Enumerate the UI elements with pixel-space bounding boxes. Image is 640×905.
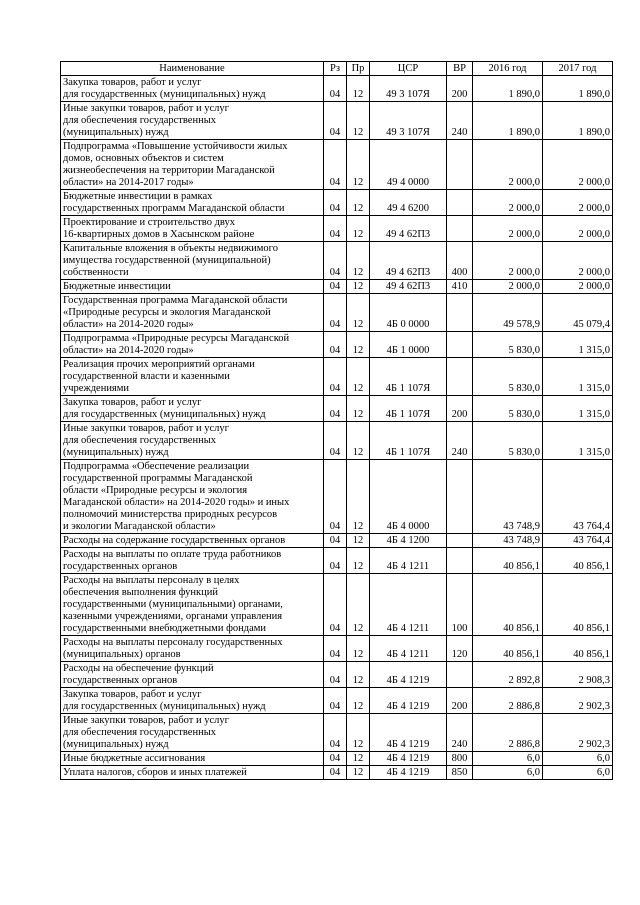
row-rz: 04	[324, 662, 347, 688]
row-rz: 04	[324, 294, 347, 332]
table-row	[61, 140, 613, 190]
row-2017: 45 079,4	[543, 294, 613, 332]
row-pr: 12	[347, 216, 370, 242]
row-name-line: собственности	[63, 267, 129, 278]
row-2016: 40 856,1	[473, 548, 543, 574]
row-name	[61, 294, 324, 332]
row-2017: 43 764,4	[543, 460, 613, 534]
row-2016: 43 748,9	[473, 534, 543, 548]
table-row	[61, 358, 613, 396]
row-rz: 04	[324, 76, 347, 102]
row-2016: 2 000,0	[473, 242, 543, 280]
row-name-line: 16-квартирных домов в Хасынском районе	[63, 229, 255, 240]
row-2016: 5 830,0	[473, 396, 543, 422]
table-row	[61, 574, 613, 636]
row-2017: 2 902,3	[543, 714, 613, 752]
row-pr: 12	[347, 574, 370, 636]
row-rz: 04	[324, 688, 347, 714]
row-name-line: Подпрограмма «Повышение устойчивости жилых	[63, 141, 288, 152]
row-name-line: Подпрограмма «Обеспечение реализации	[63, 461, 250, 472]
row-vr	[447, 662, 473, 688]
row-pr: 12	[347, 636, 370, 662]
row-rz: 04	[324, 280, 347, 294]
row-name-line: (муниципальных) нужд	[63, 127, 169, 138]
row-csr: 4Б 4 1219	[370, 766, 447, 780]
row-2016: 1 890,0	[473, 76, 543, 102]
row-2017: 1 315,0	[543, 422, 613, 460]
row-2016: 2 000,0	[473, 190, 543, 216]
table-row	[61, 534, 613, 548]
row-name-line: полномочий министерства природных ресурсов	[63, 509, 278, 520]
row-pr: 12	[347, 766, 370, 780]
row-vr: 400	[447, 242, 473, 280]
row-name-line: Расходы на содержание государственных органов	[63, 535, 286, 546]
row-name-line: государственными (муниципальными) органами,	[63, 599, 283, 610]
row-pr: 12	[347, 534, 370, 548]
row-vr	[447, 216, 473, 242]
row-name-line: и экологии Магаданской области»	[63, 521, 216, 532]
row-rz: 04	[324, 216, 347, 242]
table-row	[61, 688, 613, 714]
row-2017: 1 315,0	[543, 396, 613, 422]
row-rz: 04	[324, 422, 347, 460]
row-name-line: области» на 2014-2020 годы»	[63, 345, 194, 356]
table-row	[61, 294, 613, 332]
row-csr: 4Б 1 107Я	[370, 358, 447, 396]
row-vr: 800	[447, 752, 473, 766]
row-name	[61, 242, 324, 280]
row-name-line: государственной власти и казенными	[63, 371, 230, 382]
row-name-line: обеспечения выполнения функций	[63, 587, 219, 598]
row-2016: 2 000,0	[473, 216, 543, 242]
row-name-line: Иные закупки товаров, работ и услуг	[63, 103, 229, 114]
row-csr: 4Б 4 0000	[370, 460, 447, 534]
row-2017: 40 856,1	[543, 574, 613, 636]
row-pr: 12	[347, 242, 370, 280]
row-name-line: для обеспечения государственных	[63, 435, 216, 446]
row-name-line: государственных органов	[63, 675, 178, 686]
row-name-line: государственных органов	[63, 561, 178, 572]
row-2017: 2 000,0	[543, 190, 613, 216]
row-pr: 12	[347, 422, 370, 460]
row-name-line: Проектирование и строительство двух	[63, 217, 236, 228]
row-csr: 49 4 62П3	[370, 280, 447, 294]
row-name	[61, 216, 324, 242]
row-name	[61, 460, 324, 534]
row-csr: 4Б 1 107Я	[370, 422, 447, 460]
row-vr	[447, 140, 473, 190]
row-pr: 12	[347, 294, 370, 332]
row-pr: 12	[347, 76, 370, 102]
row-vr	[447, 548, 473, 574]
row-2016: 6,0	[473, 752, 543, 766]
row-2016: 6,0	[473, 766, 543, 780]
row-vr: 850	[447, 766, 473, 780]
row-rz: 04	[324, 714, 347, 752]
row-name-line: для государственных (муниципальных) нужд	[63, 701, 266, 712]
row-rz: 04	[324, 140, 347, 190]
row-name-line: домов, основных объектов и систем	[63, 153, 224, 164]
row-name	[61, 662, 324, 688]
row-vr: 240	[447, 714, 473, 752]
row-2016: 2 886,8	[473, 714, 543, 752]
row-name-line: Уплата налогов, сборов и иных платежей	[63, 767, 247, 778]
row-name	[61, 422, 324, 460]
row-vr	[447, 534, 473, 548]
row-csr: 4Б 1 0000	[370, 332, 447, 358]
row-name-line: области «Природные ресурсы и экология	[63, 485, 248, 496]
row-name-line: Иные закупки товаров, работ и услуг	[63, 715, 229, 726]
row-2017: 2 000,0	[543, 216, 613, 242]
row-rz: 04	[324, 636, 347, 662]
row-pr: 12	[347, 548, 370, 574]
row-name-line: Государственная программа Магаданской области	[63, 295, 288, 306]
row-vr	[447, 294, 473, 332]
row-2017: 43 764,4	[543, 534, 613, 548]
row-pr: 12	[347, 752, 370, 766]
row-name-line: (муниципальных) органов	[63, 649, 181, 660]
row-name-line: для государственных (муниципальных) нужд	[63, 89, 266, 100]
row-csr: 4Б 4 1219	[370, 688, 447, 714]
header-name: Наименование	[61, 62, 324, 76]
row-pr: 12	[347, 190, 370, 216]
row-name-line: Закупка товаров, работ и услуг	[63, 397, 202, 408]
table-row	[61, 636, 613, 662]
row-pr: 12	[347, 102, 370, 140]
row-csr: 4Б 1 107Я	[370, 396, 447, 422]
row-2016: 5 830,0	[473, 358, 543, 396]
row-name	[61, 574, 324, 636]
row-name-line: учреждениями	[63, 383, 130, 394]
row-pr: 12	[347, 688, 370, 714]
row-2016: 2 886,8	[473, 688, 543, 714]
row-csr: 4Б 4 1219	[370, 714, 447, 752]
row-name	[61, 76, 324, 102]
row-name	[61, 688, 324, 714]
row-name-line: Магаданской области» на 2014-2020 годы» и иных	[63, 497, 290, 508]
row-name-line: Расходы на выплаты персоналу государственных	[63, 637, 283, 648]
table-row	[61, 242, 613, 280]
row-rz: 04	[324, 752, 347, 766]
row-name-line: государственной программы Магаданской	[63, 473, 253, 484]
row-2017: 2 000,0	[543, 280, 613, 294]
row-vr	[447, 358, 473, 396]
row-name-line: государственных программ Магаданской области	[63, 203, 285, 214]
table-row	[61, 662, 613, 688]
row-vr	[447, 460, 473, 534]
row-name-line: для государственных (муниципальных) нужд	[63, 409, 266, 420]
row-2017: 6,0	[543, 752, 613, 766]
row-2017: 40 856,1	[543, 636, 613, 662]
table-row	[61, 216, 613, 242]
row-csr: 49 4 0000	[370, 140, 447, 190]
row-name-line: (муниципальных) нужд	[63, 447, 169, 458]
row-name-line: области» на 2014-2020 годы»	[63, 319, 194, 330]
row-rz: 04	[324, 190, 347, 216]
table-row	[61, 460, 613, 534]
row-2017: 6,0	[543, 766, 613, 780]
row-2017: 1 315,0	[543, 358, 613, 396]
row-name-line: Бюджетные инвестиции в рамках	[63, 191, 213, 202]
row-csr: 4Б 4 1211	[370, 636, 447, 662]
row-rz: 04	[324, 548, 347, 574]
row-pr: 12	[347, 662, 370, 688]
row-vr: 240	[447, 422, 473, 460]
row-name	[61, 766, 324, 780]
row-name-line: государственными внебюджетными фондами	[63, 623, 267, 634]
row-name	[61, 636, 324, 662]
row-rz: 04	[324, 396, 347, 422]
table-header-row	[61, 62, 613, 76]
row-name	[61, 396, 324, 422]
row-2017: 2 908,3	[543, 662, 613, 688]
row-pr: 12	[347, 714, 370, 752]
row-rz: 04	[324, 574, 347, 636]
row-2016: 5 830,0	[473, 422, 543, 460]
row-name-line: Закупка товаров, работ и услуг	[63, 689, 202, 700]
row-name-line: жизнеобеспечения на территории Магаданской	[63, 165, 275, 176]
row-2016: 5 830,0	[473, 332, 543, 358]
row-2017: 40 856,1	[543, 548, 613, 574]
row-name-line: Иные бюджетные ассигнования	[63, 753, 206, 764]
table-row	[61, 190, 613, 216]
row-pr: 12	[347, 358, 370, 396]
row-2016: 2 000,0	[473, 280, 543, 294]
row-name	[61, 190, 324, 216]
row-2016: 1 890,0	[473, 102, 543, 140]
row-csr: 4Б 4 1200	[370, 534, 447, 548]
row-name	[61, 358, 324, 396]
row-2017: 2 000,0	[543, 242, 613, 280]
table-row	[61, 714, 613, 752]
row-name-line: Реализация прочих мероприятий органами	[63, 359, 255, 370]
row-csr: 49 3 107Я	[370, 76, 447, 102]
row-name-line: области» на 2014-2017 годы»	[63, 177, 194, 188]
row-rz: 04	[324, 242, 347, 280]
header-rz: Рз	[324, 62, 347, 76]
row-name	[61, 548, 324, 574]
row-vr: 120	[447, 636, 473, 662]
table-row	[61, 76, 613, 102]
table-row	[61, 548, 613, 574]
row-vr	[447, 332, 473, 358]
row-pr: 12	[347, 396, 370, 422]
row-name-line: имущества государственной (муниципальной)	[63, 255, 271, 266]
row-name	[61, 102, 324, 140]
row-csr: 49 4 62П3	[370, 216, 447, 242]
row-name	[61, 332, 324, 358]
header-2017: 2017 год	[543, 62, 613, 76]
row-rz: 04	[324, 102, 347, 140]
header-pr: Пр	[347, 62, 370, 76]
row-vr: 240	[447, 102, 473, 140]
row-csr: 4Б 4 1211	[370, 574, 447, 636]
row-pr: 12	[347, 332, 370, 358]
header-csr: ЦСР	[370, 62, 447, 76]
table-row	[61, 752, 613, 766]
row-name	[61, 534, 324, 548]
row-pr: 12	[347, 280, 370, 294]
row-vr: 200	[447, 688, 473, 714]
row-name-line: (муниципальных) нужд	[63, 739, 169, 750]
row-vr: 200	[447, 76, 473, 102]
row-vr: 410	[447, 280, 473, 294]
row-vr: 200	[447, 396, 473, 422]
row-csr: 4Б 4 1211	[370, 548, 447, 574]
table-row	[61, 396, 613, 422]
row-vr	[447, 190, 473, 216]
row-name	[61, 280, 324, 294]
row-name-line: Закупка товаров, работ и услуг	[63, 77, 202, 88]
row-rz: 04	[324, 358, 347, 396]
row-name-line: Расходы на обеспечение функций	[63, 663, 214, 674]
row-rz: 04	[324, 766, 347, 780]
row-2016: 40 856,1	[473, 574, 543, 636]
row-rz: 04	[324, 460, 347, 534]
row-2016: 2 892,8	[473, 662, 543, 688]
row-pr: 12	[347, 460, 370, 534]
header-vr: ВР	[447, 62, 473, 76]
row-csr: 4Б 4 1219	[370, 752, 447, 766]
row-csr: 4Б 4 1219	[370, 662, 447, 688]
row-csr: 49 4 6200	[370, 190, 447, 216]
row-csr: 49 4 62П3	[370, 242, 447, 280]
row-name-line: Капитальные вложения в объекты недвижимого	[63, 243, 278, 254]
row-csr: 4Б 0 0000	[370, 294, 447, 332]
table-row	[61, 102, 613, 140]
row-rz: 04	[324, 534, 347, 548]
row-name	[61, 714, 324, 752]
table-row	[61, 766, 613, 780]
budget-table	[60, 61, 613, 780]
row-name	[61, 140, 324, 190]
table-row	[61, 332, 613, 358]
row-name-line: для обеспечения государственных	[63, 115, 216, 126]
row-rz: 04	[324, 332, 347, 358]
row-name-line: для обеспечения государственных	[63, 727, 216, 738]
row-name-line: Иные закупки товаров, работ и услуг	[63, 423, 229, 434]
row-name-line: казенными учреждениями, органами управления	[63, 611, 283, 622]
row-pr: 12	[347, 140, 370, 190]
row-name-line: Расходы на выплаты персоналу в целях	[63, 575, 240, 586]
row-2016: 40 856,1	[473, 636, 543, 662]
row-2016: 49 578,9	[473, 294, 543, 332]
row-name-line: Бюджетные инвестиции	[63, 281, 171, 292]
row-csr: 49 3 107Я	[370, 102, 447, 140]
row-vr: 100	[447, 574, 473, 636]
row-2017: 1 890,0	[543, 76, 613, 102]
row-name-line: Подпрограмма «Природные ресурсы Магаданской	[63, 333, 290, 344]
row-2016: 2 000,0	[473, 140, 543, 190]
row-name-line: Расходы на выплаты по оплате труда работников	[63, 549, 282, 560]
table-row	[61, 422, 613, 460]
row-2017: 1 315,0	[543, 332, 613, 358]
row-2017: 2 000,0	[543, 140, 613, 190]
table-row	[61, 280, 613, 294]
row-2016: 43 748,9	[473, 460, 543, 534]
row-name	[61, 752, 324, 766]
row-name-line: «Природные ресурсы и экология Магаданской	[63, 307, 271, 318]
header-2016: 2016 год	[473, 62, 543, 76]
row-2017: 2 902,3	[543, 688, 613, 714]
row-2017: 1 890,0	[543, 102, 613, 140]
